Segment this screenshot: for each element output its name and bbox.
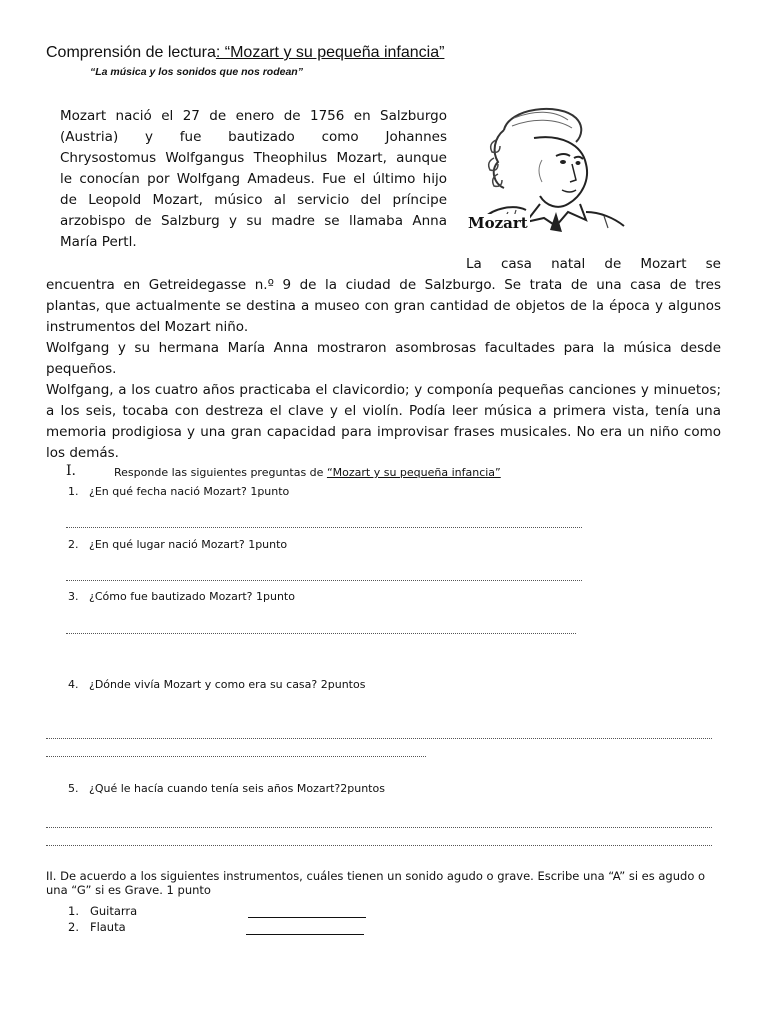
intro-line: (Austria) y fue bautizado como Johannes <box>60 129 447 145</box>
instrument-item-2 <box>68 920 126 934</box>
para4-line: a los seis, tocaba con destreza el clave y el violín. Podía leer música a primera vista, tenía una <box>46 403 721 419</box>
answer-line-5b[interactable] <box>46 845 712 846</box>
body-paragraphs <box>46 275 721 464</box>
answer-blank-guitarra[interactable] <box>248 917 366 918</box>
item-number: 2. <box>68 920 79 934</box>
item-label: Guitarra <box>89 904 138 918</box>
subtitle: “La música y los sonidos que nos rodean” <box>90 66 303 78</box>
section2-instruction <box>46 869 722 897</box>
answer-line-2[interactable] <box>66 580 582 581</box>
portrait-caption: Mozart <box>468 214 528 232</box>
answer-line-5a[interactable] <box>46 827 712 828</box>
question-text: ¿En qué fecha nació Mozart? 1punto <box>89 485 290 498</box>
question-4 <box>68 678 365 691</box>
mozart-portrait <box>464 100 634 240</box>
page-title <box>46 44 444 62</box>
intro-line: Chrysostomus Wolfgangus Theophilus Mozart, aunque <box>60 150 447 166</box>
question-3 <box>68 590 295 603</box>
para2-line: plantas, que actualmente se destina a museo con gran cantidad de objetos de la época y algunos <box>46 298 721 314</box>
intro-line: María Pertl. <box>60 234 137 250</box>
para2-line: La casa natal de Mozart se <box>466 256 721 272</box>
question-text: ¿En qué lugar nació Mozart? 1punto <box>89 538 288 551</box>
question-text: ¿Cómo fue bautizado Mozart? 1punto <box>89 590 295 603</box>
title-main: : “Mozart y su pequeña infancia” <box>215 44 445 61</box>
question-number: 4. <box>68 678 79 691</box>
section1-instruction-text: Responde las siguientes preguntas de <box>114 466 327 479</box>
para4-line: los demás. <box>46 445 119 461</box>
question-1 <box>68 485 289 498</box>
answer-line-1[interactable] <box>66 527 582 528</box>
question-number: 3. <box>68 590 79 603</box>
question-number: 2. <box>68 538 79 551</box>
para4-line: memoria prodigiosa y una gran capacidad para improvisar frases musicales. No era un niño como <box>46 424 721 440</box>
para2-line: instrumentos del Mozart niño. <box>46 319 249 335</box>
section2-line: una “G” si es Grave. 1 punto <box>46 883 211 897</box>
answer-blank-flauta[interactable] <box>246 934 364 935</box>
answer-line-3[interactable] <box>66 633 576 634</box>
section2-line: II. De acuerdo a los siguientes instrumentos, cuáles tienen un sonido agudo o grave. Escribe una “A” si es agudo o <box>46 869 706 883</box>
question-number: 5. <box>68 782 79 795</box>
answer-line-4a[interactable] <box>46 738 712 739</box>
question-text: ¿Qué le hacía cuando tenía seis años Mozart?2puntos <box>89 782 385 795</box>
intro-line: Mozart nació el 27 de enero de 1756 en Salzburgo <box>60 108 447 124</box>
para3-line: Wolfgang y su hermana María Anna mostraron asombrosas facultades para la música desde <box>46 340 721 356</box>
question-number: 1. <box>68 485 79 498</box>
para2-first-line <box>466 254 721 275</box>
question-text: ¿Dónde vivía Mozart y como era su casa? 2puntos <box>89 678 366 691</box>
para3-line: pequeños. <box>46 361 117 377</box>
intro-line: le conocían por Wolfgang Amadeus. Fue el último hijo <box>60 171 447 187</box>
section1-number: I. <box>66 463 76 479</box>
answer-line-4b[interactable] <box>46 756 426 757</box>
section1-ref: “Mozart y su pequeña infancia” <box>326 466 501 479</box>
instrument-item-1 <box>68 904 137 918</box>
item-number: 1. <box>68 904 79 918</box>
section1-instruction <box>114 466 501 479</box>
question-5 <box>68 782 385 795</box>
para4-line: Wolfgang, a los cuatro años practicaba el clavicordio; y componía pequeñas canciones y minuetos; <box>46 382 721 398</box>
intro-line: de Leopold Mozart, músico al servicio del príncipe <box>60 192 447 208</box>
para2-line: encuentra en Getreidegasse n.º 9 de la ciudad de Salzburgo. Se trata de una casa de tres <box>46 277 721 293</box>
question-2 <box>68 538 287 551</box>
intro-paragraph <box>60 106 447 253</box>
item-label: Flauta <box>89 920 126 934</box>
intro-line: arzobispo de Salzburg y su madre se llamaba Anna <box>60 213 447 229</box>
title-prefix: Comprensión de lectura <box>46 44 216 61</box>
